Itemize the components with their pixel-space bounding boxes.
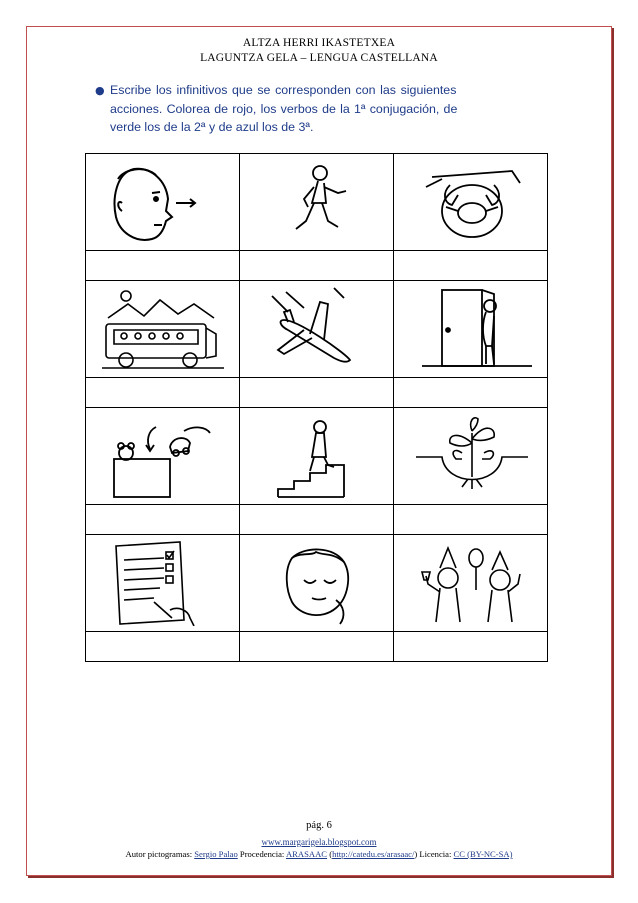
conducir-icon (402, 159, 540, 245)
volar-avion-icon (248, 286, 386, 372)
pictogram-cell (394, 281, 548, 378)
credits-line (0, 849, 638, 860)
instructions (110, 81, 547, 137)
answer-cell[interactable] (394, 505, 548, 535)
author-link[interactable]: Sergio Palao (194, 849, 238, 859)
url-close: ) Licencia: (414, 849, 454, 859)
license-link[interactable]: CC (BY-NC-SA) (453, 849, 513, 859)
bullet-icon: ● (95, 84, 105, 97)
worksheet-grid (85, 153, 548, 662)
blog-link[interactable]: www.margarigela.blogspot.com (261, 837, 377, 847)
mirar-icon (94, 159, 232, 245)
viajar-autobus-icon (94, 286, 232, 372)
abrir-puerta-icon (402, 286, 540, 372)
dormir-icon (248, 540, 386, 626)
pictogram-cell (394, 154, 548, 251)
page-number: pág. 6 (306, 820, 332, 831)
pictogram-cell (394, 408, 548, 505)
school-name: ALTZA HERRI IKASTETXEA (242, 37, 396, 49)
correr-icon (248, 159, 386, 245)
answer-cell[interactable] (86, 505, 240, 535)
pictogram-cell (240, 154, 394, 251)
department-name: LAGUNTZA GELA – LENGUA CASTELLANA (200, 52, 438, 64)
source-link[interactable]: ARASAAC (285, 849, 328, 859)
answer-cell[interactable] (86, 378, 240, 408)
pictogram-cell (86, 408, 240, 505)
answer-cell[interactable] (240, 251, 394, 281)
instruction-line-2: acciones. Colorea de rojo, los verbos de la 1ª conjugación, de (110, 101, 458, 116)
guardar-juguetes-icon (94, 413, 232, 499)
pictogram-cell (86, 535, 240, 632)
answer-cell[interactable] (240, 505, 394, 535)
pictogram-cell (240, 408, 394, 505)
answer-cell[interactable] (394, 251, 548, 281)
instruction-line-1: Escribe los infinitivos que se corresponden con las siguientes (110, 83, 457, 97)
pictogram-cell (394, 535, 548, 632)
plantar-icon (402, 413, 540, 499)
answer-cell[interactable] (86, 251, 240, 281)
source-label: Procedencia: (237, 849, 286, 859)
url-link[interactable]: http://catedu.es/arasaac/ (332, 849, 415, 859)
pictogram-cell (240, 535, 394, 632)
celebrar-fiesta-icon (402, 540, 540, 626)
instruction-line-3: verde los de la 2ª y de azul los de 3ª. (110, 120, 314, 134)
answer-cell[interactable] (240, 632, 394, 662)
url-open: ( (327, 849, 333, 859)
answer-cell[interactable] (240, 378, 394, 408)
credit-prefix: Autor pictogramas: (125, 849, 195, 859)
pictogram-cell (86, 154, 240, 251)
pictogram-cell (86, 281, 240, 378)
answer-cell[interactable] (86, 632, 240, 662)
answer-cell[interactable] (394, 378, 548, 408)
escribir-lista-icon (94, 540, 232, 626)
pictogram-cell (240, 281, 394, 378)
subir-escaleras-icon (248, 413, 386, 499)
answer-cell[interactable] (394, 632, 548, 662)
